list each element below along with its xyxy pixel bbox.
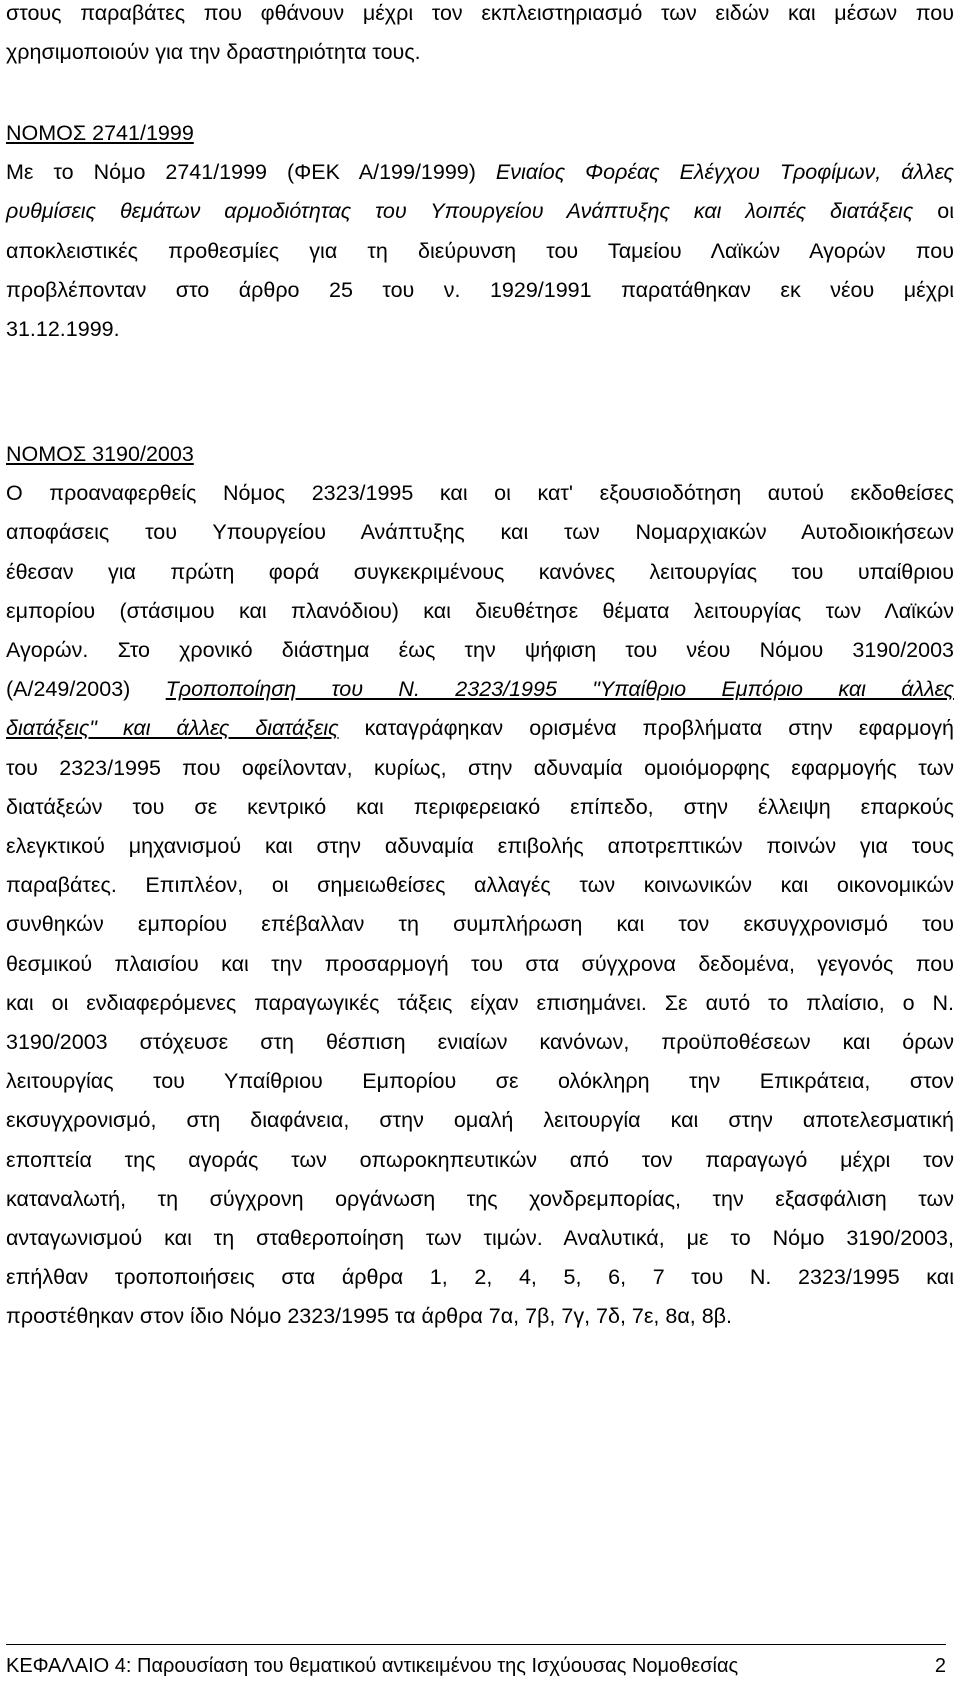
text-line: θεσμικού πλαισίου και την προσαρμογή του στα σύγχρονα δεδομένα, γεγονός που [6,951,954,976]
text-line: εμπορίου (στάσιμου και πλανόδιου) και διευθέτησε θέματα λειτουργίας των Λαϊκών [6,598,954,623]
text-line: έθεσαν για πρώτη φορά συγκεκριμένους κανόνες λειτουργίας του υπαίθριου [6,559,954,584]
text-line: και οι ενδιαφερόμενες παραγωγικές τάξεις είχαν επισημάνει. Σε αυτό το πλαίσιο, ο Ν. [6,990,954,1015]
section-law-2741-1999 [6,114,954,349]
text-line: παραβάτες. Επιπλέον, οι σημειωθείσες αλλαγές των κοινωνικών και οικονομικών [6,873,954,898]
text-line: προστέθηκαν στον ίδιο Νόμο 2323/1995 τα άρθρα 7α, 7β, 7γ, 7δ, 7ε, 8α, 8β. [6,1304,733,1329]
section-heading: ΝΟΜΟΣ 2741/1999 [6,121,194,145]
text-line: 31.12.1999. [6,317,120,342]
text-line: αποφάσεις του Υπουργείου Ανάπτυξης και των Νομαρχιακών Αυτοδιοικήσεων [6,520,954,545]
text-line: ελεγκτικού μηχανισμού και στην αδυναμία επιβολής αποτρεπτικών ποινών για τους [6,834,954,859]
italic-text: Ενιαίος Φορέας Ελέγχου Τροφίμων, άλλες [495,160,954,185]
text-line [6,153,954,192]
text-line: εποπτεία της αγοράς των οπωροκηπευτικών από τον παραγωγό μέχρι τον [6,1147,954,1172]
text-line: στους παραβάτες που φθάνουν μέχρι τον εκπλειστηριασμό των ειδών και μέσων που [6,1,954,25]
footer-chapter-title: ΚΕΦΑΛΑΙΟ 4: Παρουσίαση του θεματικού αντικειμένου της Ισχύουσας Νομοθεσίας [6,1655,739,1677]
text-line [6,709,954,748]
section-law-3190-2003 [6,435,954,1337]
text-line: ανταγωνισμού και τη σταθεροποίηση των τιμών. Αναλυτικά, με το Νόμο 3190/2003, [6,1226,954,1251]
text-line: συνθηκών εμπορίου επέβαλλαν τη συμπλήρωση και τον εκσυγχρονισμό του [6,912,954,937]
text-line: Αγορών. Στο χρονικό διάστημα έως την ψήφιση του νέου Νόμου 3190/2003 [6,638,954,663]
text-line: 3190/2003 στόχευσε στη θέσπιση ενιαίων κανόνων, προϋποθέσεων και όρων [6,1030,954,1055]
page-number: 2 [934,1655,946,1677]
text-run: οι [913,199,954,224]
text-line: καταναλωτή, τη σύγχρονη οργάνωση της χονδρεμπορίας, την εξασφάλιση των [6,1186,954,1211]
text-line: επήλθαν τροποποιήσεις στα άρθρα 1, 2, 4, 5, 6, 7 του Ν. 2323/1995 και [6,1265,954,1290]
text-line: αποκλειστικές προθεσμίες για τη διεύρυνση του Ταμείου Λαϊκών Αγορών που [6,238,954,263]
text-run: (Α/249/2003) [6,677,166,702]
section-paragraph [6,153,954,349]
section-heading: ΝΟΜΟΣ 3190/2003 [6,442,194,466]
text-line [6,192,954,231]
italic-text: ρυθμίσεις θεμάτων αρμοδιότητας του Υπουργείου Ανάπτυξης και λοιπές διατάξεις [6,199,914,224]
text-line: λειτουργίας του Υπαίθριου Εμπορίου σε ολόκληρη την Επικράτεια, στον [6,1069,954,1094]
law-title-text: Τροποποίηση του Ν. 2323/1995 "Υπαίθριο Εμπόριο και άλλες [165,677,954,702]
text-line: του 2323/1995 που οφείλονταν, κυρίως, στην αδυναμία ομοιόμορφης εφαρμογής των [6,755,954,780]
text-line: εκσυγχρονισμό, στη διαφάνεια, στην ομαλή λειτουργία και στην αποτελεσματική [6,1108,954,1133]
text-run: καταγράφηκαν ορισμένα προβλήματα στην εφαρμογή [338,716,954,741]
law-title-text: διατάξεις" και άλλες διατάξεις [6,716,339,741]
section-paragraph [6,474,954,1336]
text-line: χρησιμοποιούν για την δραστηριότητα τους. [6,40,421,65]
text-line [6,670,954,709]
text-run: Με το Νόμο 2741/1999 (ΦΕΚ Α/199/1999) [6,160,496,185]
text-line: προβλέπονταν στο άρθρο 25 του ν. 1929/1991 παρατάθηκαν εκ νέου μέχρι [6,277,954,302]
text-line: διατάξεών του σε κεντρικό και περιφερειακό επίπεδο, στην έλλειψη επαρκούς [6,794,954,819]
text-line: Ο προαναφερθείς Νόμος 2323/1995 και οι κατ' εξουσιοδότηση αυτού εκδοθείσες [6,481,954,506]
page-footer [6,1644,946,1679]
intro-paragraph [6,0,954,72]
